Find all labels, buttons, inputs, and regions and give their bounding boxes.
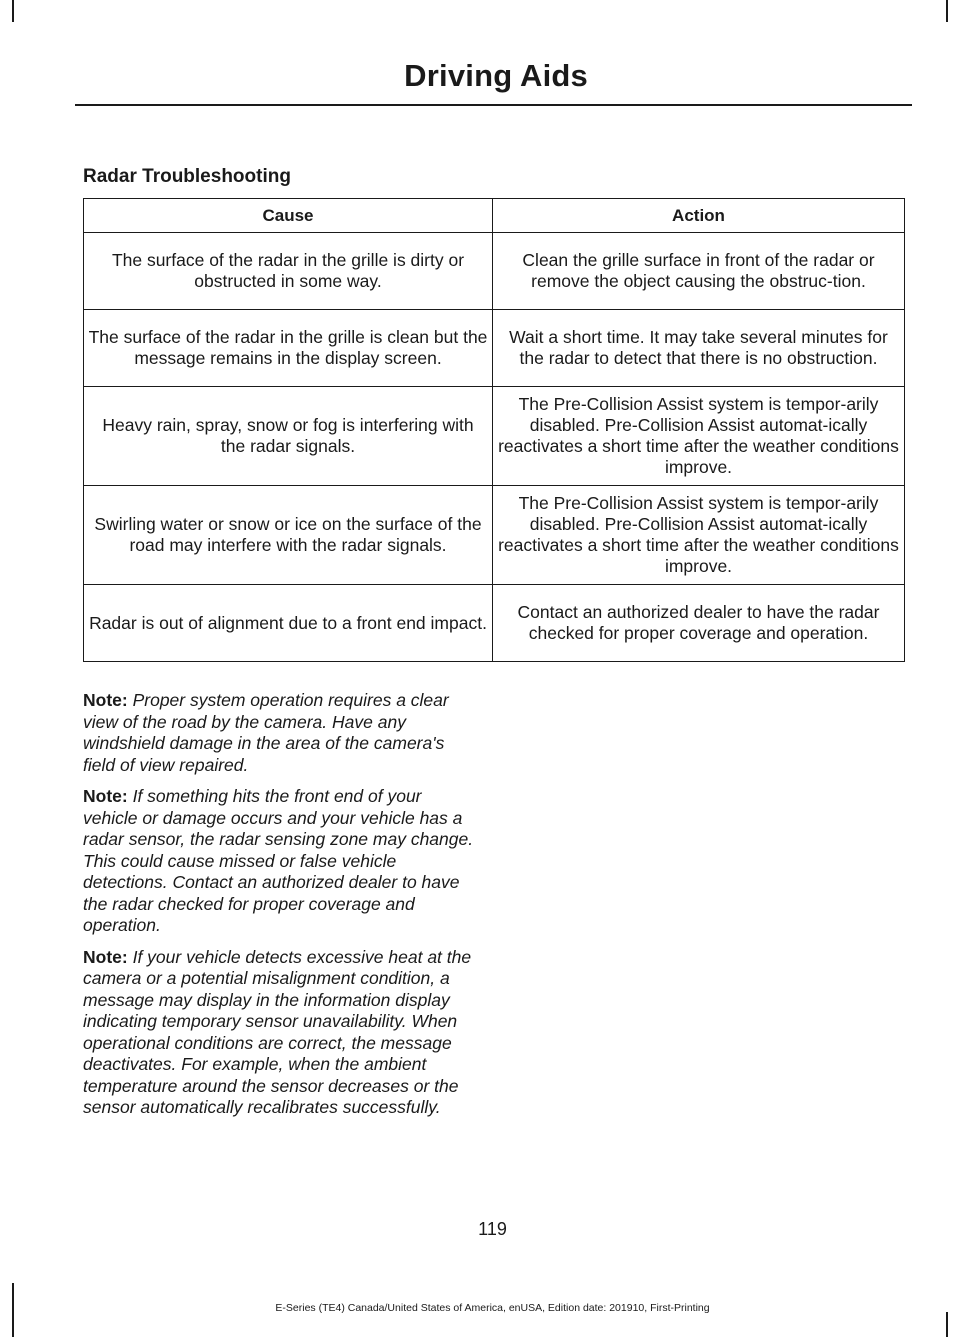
note-paragraph xyxy=(83,786,478,937)
note-label: Note: xyxy=(83,786,128,806)
crop-mark-top-right xyxy=(946,0,948,22)
crop-mark-top-left xyxy=(12,0,14,22)
cause-cell: Heavy rain, spray, snow or fog is interfering with the radar signals. xyxy=(84,387,493,486)
action-cell: Clean the grille surface in front of the radar or remove the object causing the obstruc-tion. xyxy=(493,233,905,310)
note-paragraph xyxy=(83,947,478,1119)
note-text: If your vehicle detects excessive heat at the camera or a potential misalignment condition, a message may display in the information display indicating temporary sensor unavailability. When operational conditions are correct, the message deactivates. For example, when the ambient temperature around the sensor decreases or the sensor automatically recalibrates successfully. xyxy=(83,946,472,1117)
section-heading: Radar Troubleshooting xyxy=(83,166,291,187)
cause-cell: Swirling water or snow or ice on the surface of the road may interfere with the radar signals. xyxy=(84,486,493,585)
column-header-cause: Cause xyxy=(84,199,493,233)
action-cell: The Pre-Collision Assist system is tempor-arily disabled. Pre-Collision Assist automat-ically reactivates a short time after the weather conditions improve. xyxy=(493,486,905,585)
header-rule xyxy=(75,104,912,106)
cause-cell: Radar is out of alignment due to a front end impact. xyxy=(84,585,493,662)
note-label: Note: xyxy=(83,946,128,967)
page-footer: E-Series (TE4) Canada/United States of America, enUSA, Edition date: 201910, First-Printing xyxy=(275,1302,710,1314)
crop-mark-bottom-right xyxy=(946,1312,948,1337)
note-text: If something hits the front end of your vehicle or damage occurs and your vehicle has a radar sensor, the radar sensing zone may change. This could cause missed or false vehicle detections. Contact an authorized dealer to have the radar checked for proper coverage and operation. xyxy=(83,786,474,935)
table-row xyxy=(84,233,905,310)
note-text: Proper system operation requires a clear view of the road by the camera. Have any windshield damage in the area of the camera's field of view repaired. xyxy=(83,690,449,775)
action-cell: Contact an authorized dealer to have the radar checked for proper coverage and operation. xyxy=(493,585,905,662)
column-header-action: Action xyxy=(493,199,905,233)
table-header-row xyxy=(84,199,905,233)
table-row xyxy=(84,486,905,585)
cause-cell: The surface of the radar in the grille is dirty or obstructed in some way. xyxy=(84,233,493,310)
action-cell: The Pre-Collision Assist system is tempor-arily disabled. Pre-Collision Assist automat-ically reactivates a short time after the weather conditions improve. xyxy=(493,387,905,486)
note-label: Note: xyxy=(83,690,128,710)
page-number: 119 xyxy=(478,1219,507,1239)
action-cell: Wait a short time. It may take several minutes for the radar to detect that there is no obstruction. xyxy=(493,310,905,387)
table-row xyxy=(84,387,905,486)
note-paragraph xyxy=(83,690,478,776)
table-row xyxy=(84,585,905,662)
troubleshooting-table xyxy=(83,198,905,662)
table-row xyxy=(84,310,905,387)
page-header-title: Driving Aids xyxy=(404,58,588,93)
notes-section xyxy=(83,690,478,1129)
cause-cell: The surface of the radar in the grille is clean but the message remains in the display screen. xyxy=(84,310,493,387)
